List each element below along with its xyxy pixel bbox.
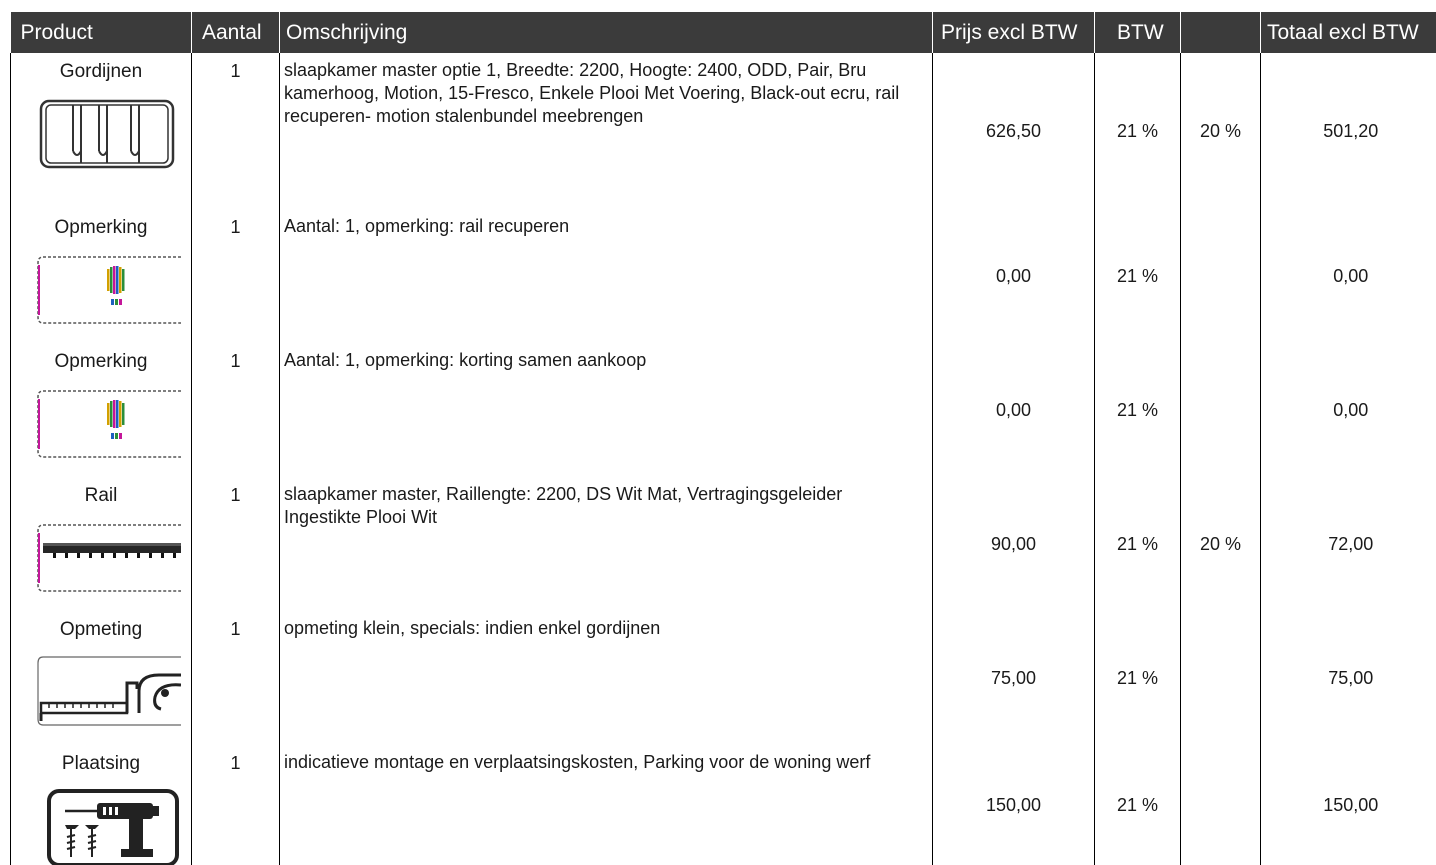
totaal-value: 501,20 <box>1261 121 1436 142</box>
product-cell <box>11 343 192 477</box>
korting-value: 20 % <box>1181 534 1260 555</box>
btw-value: 21 % <box>1095 534 1180 555</box>
aantal-value: 1 <box>192 343 279 372</box>
totaal-value: 0,00 <box>1261 400 1436 421</box>
btw-value: 21 % <box>1095 795 1180 816</box>
remark-icon <box>35 251 181 329</box>
product-name: Gordijnen <box>11 53 191 85</box>
btw-cell <box>1095 209 1181 343</box>
btw-value: 21 % <box>1095 266 1180 287</box>
korting-value: 20 % <box>1181 121 1260 142</box>
product-cell <box>11 209 192 343</box>
btw-cell <box>1095 611 1181 745</box>
table-row <box>11 745 1436 865</box>
korting-cell <box>1181 53 1261 209</box>
measuring-tape-icon <box>35 653 181 731</box>
product-cell <box>11 477 192 611</box>
header-prijs: Prijs excl BTW <box>933 12 1095 53</box>
omschrijving-cell: opmeting klein, specials: indien enkel gordijnen <box>280 611 933 745</box>
korting-cell <box>1181 745 1261 865</box>
omschrijving-cell: slaapkamer master, Raillengte: 2200, DS Wit Mat, Vertragingsgeleider Ingestikte Plooi Wit <box>280 477 933 611</box>
prijs-cell <box>933 209 1095 343</box>
prijs-cell <box>933 477 1095 611</box>
aantal-cell <box>192 745 280 865</box>
prijs-cell <box>933 343 1095 477</box>
product-cell <box>11 611 192 745</box>
korting-cell <box>1181 343 1261 477</box>
header-aantal: Aantal <box>192 12 280 53</box>
omschrijving-cell: indicatieve montage en verplaatsingskosten, Parking voor de woning werf <box>280 745 933 865</box>
korting-cell <box>1181 209 1261 343</box>
product-name: Opmeting <box>11 611 191 643</box>
quote-table <box>10 12 1436 865</box>
aantal-value: 1 <box>192 209 279 238</box>
header-row <box>11 12 1436 53</box>
btw-value: 21 % <box>1095 400 1180 421</box>
totaal-cell <box>1261 209 1436 343</box>
product-name: Plaatsing <box>11 745 191 777</box>
aantal-cell <box>192 209 280 343</box>
totaal-value: 150,00 <box>1261 795 1436 816</box>
header-product: Product <box>11 12 192 53</box>
btw-cell <box>1095 53 1181 209</box>
table-row <box>11 209 1436 343</box>
aantal-cell <box>192 611 280 745</box>
aantal-cell <box>192 477 280 611</box>
product-cell <box>11 745 192 865</box>
aantal-cell <box>192 343 280 477</box>
header-btw: BTW <box>1095 12 1181 53</box>
prijs-value: 150,00 <box>933 795 1094 816</box>
aantal-value: 1 <box>192 611 279 640</box>
prijs-value: 0,00 <box>933 400 1094 421</box>
table-row <box>11 53 1436 209</box>
totaal-value: 0,00 <box>1261 266 1436 287</box>
totaal-cell <box>1261 611 1436 745</box>
curtains-icon <box>35 95 181 173</box>
prijs-cell <box>933 611 1095 745</box>
prijs-value: 75,00 <box>933 668 1094 689</box>
totaal-cell <box>1261 53 1436 209</box>
prijs-value: 90,00 <box>933 534 1094 555</box>
korting-cell <box>1181 611 1261 745</box>
prijs-value: 626,50 <box>933 121 1094 142</box>
totaal-cell <box>1261 477 1436 611</box>
product-name: Opmerking <box>11 343 191 375</box>
product-cell <box>11 53 192 209</box>
table-row <box>11 343 1436 477</box>
korting-cell <box>1181 477 1261 611</box>
aantal-cell <box>192 53 280 209</box>
rail-icon <box>35 519 181 597</box>
aantal-value: 1 <box>192 745 279 774</box>
prijs-cell <box>933 745 1095 865</box>
header-omschrijving: Omschrijving <box>280 12 933 53</box>
btw-value: 21 % <box>1095 121 1180 142</box>
totaal-cell <box>1261 343 1436 477</box>
aantal-value: 1 <box>192 53 279 82</box>
btw-cell <box>1095 745 1181 865</box>
prijs-value: 0,00 <box>933 266 1094 287</box>
totaal-value: 75,00 <box>1261 668 1436 689</box>
header-korting <box>1181 12 1261 53</box>
drill-icon <box>35 787 181 865</box>
omschrijving-cell: Aantal: 1, opmerking: korting samen aankoop <box>280 343 933 477</box>
omschrijving-cell: slaapkamer master optie 1, Breedte: 2200, Hoogte: 2400, ODD, Pair, Bru kamerhoog, Motion, 15-Fresco, Enkele Plooi Met Voering, Black-out ecru, rail recuperen- motion stalenbundel meebrengen <box>280 53 933 209</box>
prijs-cell <box>933 53 1095 209</box>
aantal-value: 1 <box>192 477 279 506</box>
btw-value: 21 % <box>1095 668 1180 689</box>
table-row <box>11 477 1436 611</box>
product-name: Rail <box>11 477 191 509</box>
totaal-value: 72,00 <box>1261 534 1436 555</box>
header-totaal: Totaal excl BTW <box>1261 12 1436 53</box>
product-name: Opmerking <box>11 209 191 241</box>
btw-cell <box>1095 343 1181 477</box>
btw-cell <box>1095 477 1181 611</box>
table-row <box>11 611 1436 745</box>
remark-icon <box>35 385 181 463</box>
omschrijving-cell: Aantal: 1, opmerking: rail recuperen <box>280 209 933 343</box>
totaal-cell <box>1261 745 1436 865</box>
